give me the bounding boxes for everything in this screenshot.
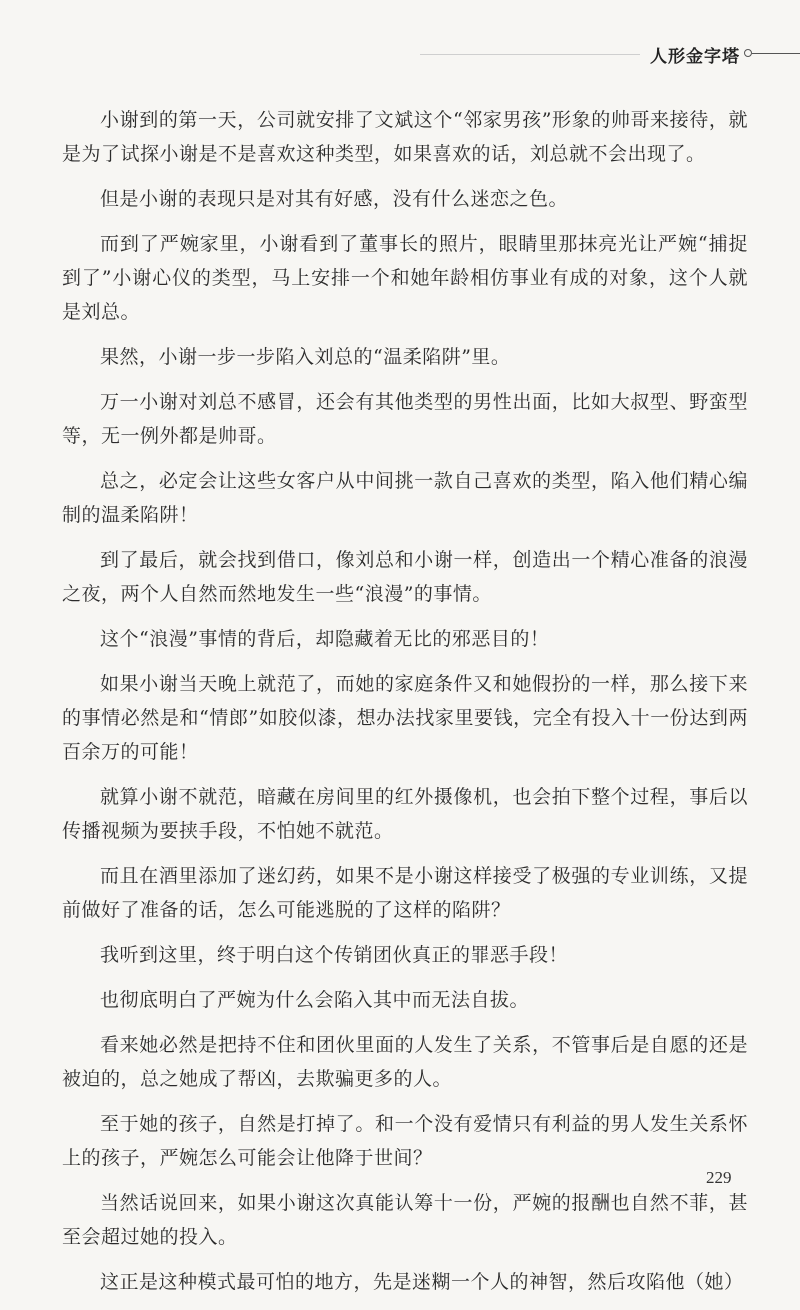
paragraph-7: 到了最后，就会找到借口，像刘总和小谢一样，创造出一个精心准备的浪漫之夜，两个人自然而然地发生一些“浪漫”的事情。 bbox=[62, 549, 748, 605]
paragraph-14: 看来她必然是把持不住和团伙里面的人发生了关系，不管事后是自愿的还是被迫的，总之她成了帮凶，去欺骗更多的人。 bbox=[62, 1034, 748, 1090]
paragraph-1: 小谢到的第一天，公司就安排了文斌这个“邻家男孩”形象的帅哥来接待，就是为了试探小谢是不是喜欢这种类型，如果喜欢的话，刘总就不会出现了。 bbox=[62, 109, 748, 165]
paragraph-3: 而到了严婉家里，小谢看到了董事长的照片，眼睛里那抹亮光让严婉“捕捉到了”小谢心仪的类型，马上安排一个和她年龄相仿事业有成的对象，这个人就是刘总。 bbox=[62, 233, 748, 323]
paragraph-6: 总之，必定会让这些女客户从中间挑一款自己喜欢的类型，陷入他们精心编制的温柔陷阱！ bbox=[62, 470, 748, 526]
paragraph-9: 如果小谢当天晚上就范了，而她的家庭条件又和她假扮的一样，那么接下来的事情必然是和“情郎”如胶似漆，想办法找家里要钱，完全有投入十一份达到两百余万的可能！ bbox=[62, 673, 748, 763]
paragraph-2: 但是小谢的表现只是对其有好感，没有什么迷恋之色。 bbox=[100, 188, 569, 210]
paragraph-8: 这个“浪漫”事情的背后，却隐藏着无比的邪恶目的！ bbox=[100, 628, 550, 650]
paragraph-13: 也彻底明白了严婉为什么会陷入其中而无法自拔。 bbox=[100, 989, 530, 1011]
header-rule-right bbox=[752, 53, 800, 54]
book-title: 人形金字塔 bbox=[650, 47, 740, 67]
paragraph-16: 当然话说回来，如果小谢这次真能认筹十一份，严婉的报酬也自然不菲，甚至会超过她的投入。 bbox=[62, 1192, 748, 1248]
paragraph-12: 我听到这里，终于明白这个传销团伙真正的罪恶手段！ bbox=[100, 944, 569, 966]
header-ornament-icon bbox=[744, 49, 752, 57]
body-text bbox=[62, 103, 748, 1310]
page-number: 229 bbox=[706, 1168, 732, 1187]
paragraph-10: 就算小谢不就范，暗藏在房间里的红外摄像机，也会拍下整个过程，事后以传播视频为要挟手段，不怕她不就范。 bbox=[62, 786, 748, 842]
running-header bbox=[0, 40, 800, 70]
paragraph-15: 至于她的孩子，自然是打掉了。和一个没有爱情只有利益的男人发生关系怀上的孩子，严婉怎么可能会让他降于世间？ bbox=[62, 1113, 748, 1169]
paragraph-17: 这正是这种模式最可怕的地方，先是迷糊一个人的神智，然后攻陷他（她） bbox=[100, 1271, 744, 1293]
paragraph-4: 果然，小谢一步一步陷入刘总的“温柔陷阱”里。 bbox=[100, 346, 511, 368]
paragraph-11: 而且在酒里添加了迷幻药，如果不是小谢这样接受了极强的专业训练，又提前做好了准备的话，怎么可能逃脱的了这样的陷阱？ bbox=[62, 865, 748, 921]
paragraph-5: 万一小谢对刘总不感冒，还会有其他类型的男性出面，比如大叔型、野蛮型等，无一例外都是帅哥。 bbox=[62, 391, 748, 447]
header-rule-left bbox=[420, 54, 640, 55]
